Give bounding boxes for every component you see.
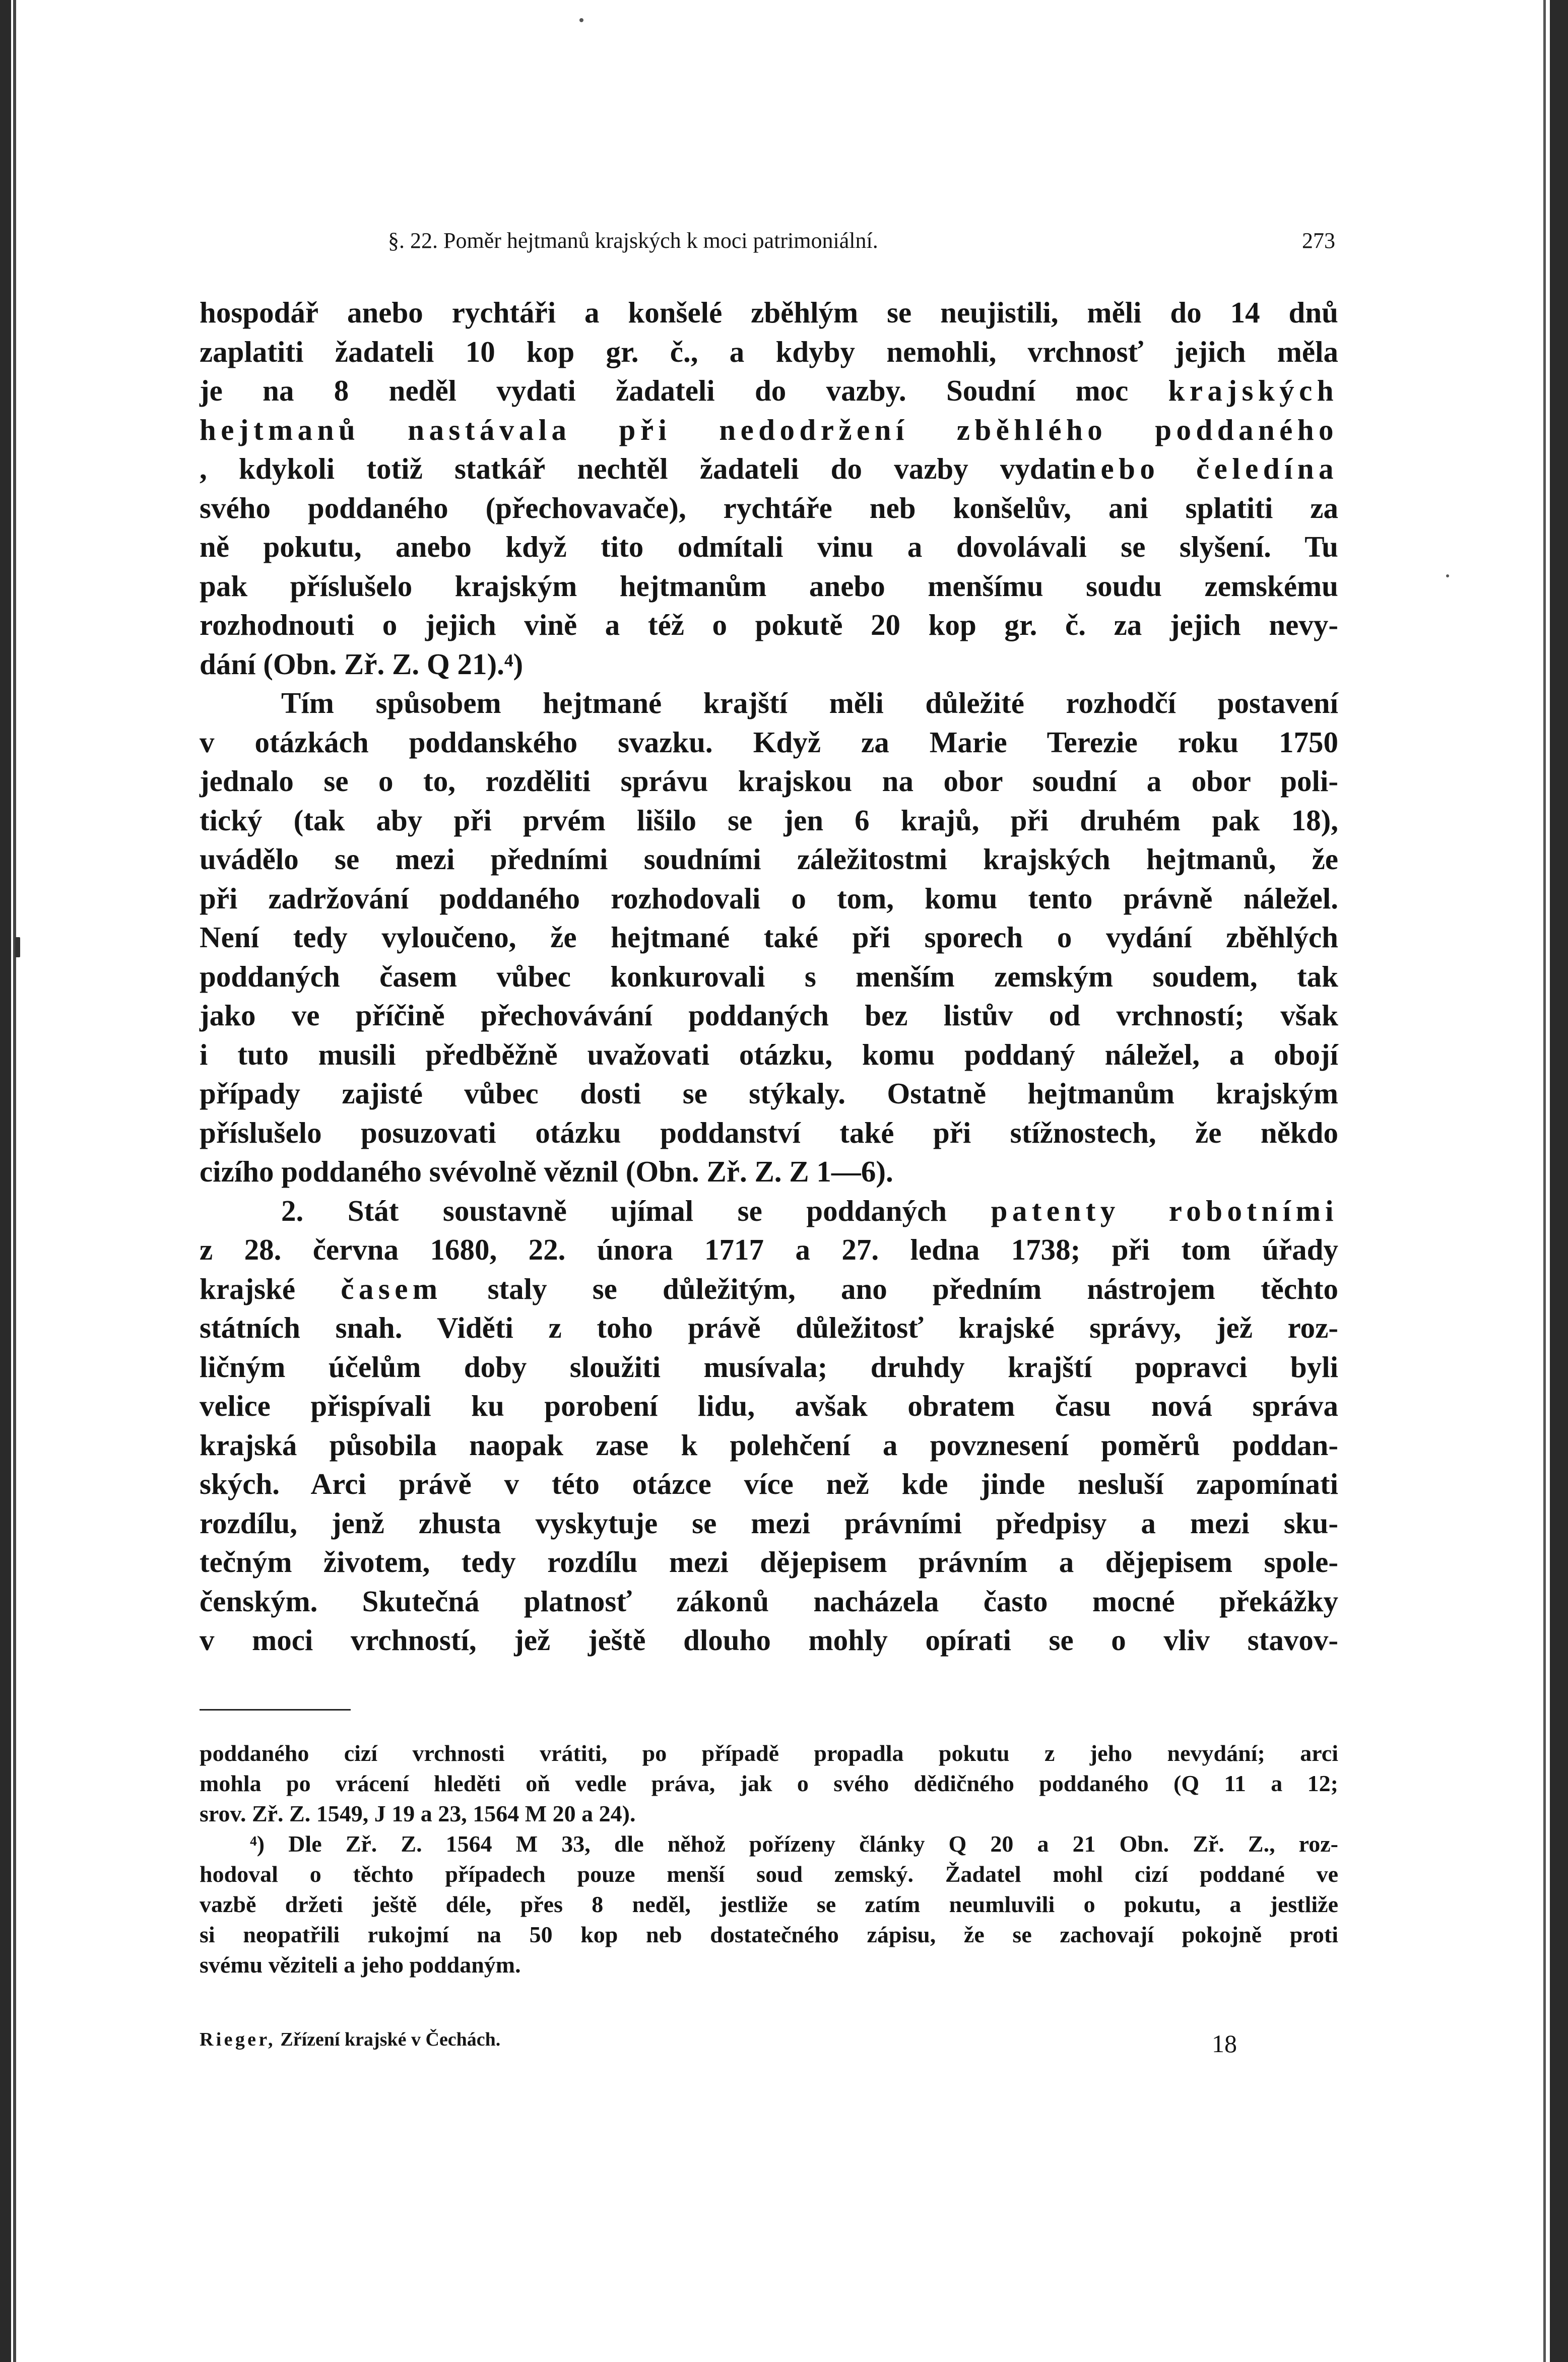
footnote-line bbox=[200, 1859, 1338, 1889]
spaced-emphasis: nebo čeledína bbox=[1079, 452, 1338, 485]
text-run: poddaného cizí vrchnosti vrátiti, po případě propadla pokutu z jeho nevydání; arci bbox=[200, 1740, 1338, 1766]
text-run: svému věziteli a jeho poddaným. bbox=[200, 1952, 521, 1978]
text-run: jako ve příčině přechovávání poddaných bez listův od vrchností; však bbox=[200, 999, 1338, 1032]
scan-edge-left bbox=[0, 0, 11, 2362]
text-run: příslušelo posuzovati otázku poddanství také při stížnostech, že někdo bbox=[200, 1116, 1338, 1149]
text-run: i tuto musili předběžně uvažovati otázku, komu poddaný náležel, a obojí bbox=[200, 1037, 1338, 1071]
text-run: je na 8 neděl vydati žadateli do vazby. Soudní moc bbox=[200, 374, 1168, 407]
scan-edge-right bbox=[1550, 0, 1568, 2362]
text-line bbox=[200, 489, 1338, 528]
text-run: svého poddaného (přechovavače), rychtáře neb konšelův, ani splatiti za bbox=[200, 491, 1338, 524]
footnote-line bbox=[200, 1889, 1338, 1920]
text-run: zaplatiti žadateli 10 kop gr. č., a kdyby nemohli, vrchnosť jejich měla bbox=[200, 335, 1338, 368]
footnote-line bbox=[200, 1950, 1338, 1980]
text-run: hodoval o těchto případech pouze menší soud zemský. Žadatel mohl cizí poddané ve bbox=[200, 1861, 1338, 1887]
footnote-rule bbox=[200, 1709, 351, 1711]
text-line bbox=[200, 1270, 1338, 1309]
text-run: jednalo se o to, rozděliti správu krajskou na obor soudní a obor poli- bbox=[200, 764, 1338, 798]
text-run: tický (tak aby při prvém lišilo se jen 6 krajů, při druhém pak 18), bbox=[200, 803, 1338, 837]
text-line bbox=[200, 567, 1338, 606]
text-line bbox=[200, 918, 1338, 957]
text-run: hospodář anebo rychtáři a konšelé zběhlým se neujistili, měli do 14 dnů bbox=[200, 296, 1338, 329]
footnote-line bbox=[200, 1829, 1338, 1859]
text-line bbox=[200, 411, 1338, 450]
text-line bbox=[200, 449, 1338, 489]
text-line bbox=[200, 293, 1338, 333]
text-run: , kdykoli totiž statkář nechtěl žadateli do vazby vydati bbox=[200, 452, 1080, 485]
scan-edge-right-inner bbox=[1543, 0, 1546, 2362]
text-run: si neopatřili rukojmí na 50 kop neb dostatečného zápisu, že se zachovají pokojně proti bbox=[200, 1922, 1338, 1947]
text-run: v otázkách poddanského svazku. Když za Marie Terezie roku 1750 bbox=[200, 725, 1338, 759]
text-line bbox=[200, 996, 1338, 1035]
spaced-emphasis: časem bbox=[341, 1272, 442, 1305]
running-header: §. 22. Poměr hejtmanů krajských k moci patrimoniální. bbox=[388, 228, 878, 253]
text-run: cizího poddaného svévolně věznil (Obn. Zř. Z. Z 1—6). bbox=[200, 1155, 893, 1188]
text-line bbox=[200, 1504, 1338, 1543]
text-line bbox=[200, 957, 1338, 997]
text-run: velice přispívali ku porobení lidu, avšak obratem času nová správa bbox=[200, 1389, 1338, 1422]
text-line bbox=[200, 1152, 1338, 1192]
text-run: tečným životem, tedy rozdílu mezi dějepisem právním a dějepisem spole- bbox=[200, 1545, 1338, 1579]
scan-speck bbox=[1446, 574, 1449, 577]
text-line bbox=[200, 723, 1338, 762]
spaced-emphasis: hejtmanů nastávala při nedodržení zběhlého poddaného bbox=[200, 413, 1338, 446]
text-run: srov. Zř. Z. 1549, J 19 a 23, 1564 M 20 a 24). bbox=[200, 1801, 636, 1826]
text-line bbox=[200, 1308, 1338, 1348]
text-run: Tím spůsobem hejtmané krajští měli důležité rozhodčí postavení bbox=[281, 686, 1338, 719]
text-line bbox=[200, 371, 1338, 411]
text-run: poddaných časem vůbec konkurovali s menším zemským soudem, tak bbox=[200, 959, 1338, 993]
text-line bbox=[200, 1192, 1338, 1231]
text-run: v moci vrchností, jež ještě dlouho mohly opírati se o vliv stavov- bbox=[200, 1623, 1338, 1657]
text-run: uvádělo se mezi předními soudními záležitostmi krajských hejtmanů, že bbox=[200, 842, 1338, 876]
text-line bbox=[200, 1387, 1338, 1426]
text-line bbox=[200, 1230, 1338, 1270]
scan-edge-left-inner bbox=[13, 0, 16, 2362]
text-line bbox=[200, 333, 1338, 372]
scan-speck bbox=[579, 18, 583, 22]
spaced-emphasis: patenty robotními bbox=[991, 1194, 1338, 1227]
text-line bbox=[200, 1426, 1338, 1465]
spaced-emphasis: krajských bbox=[1168, 374, 1338, 407]
text-line bbox=[200, 1074, 1338, 1113]
book-title: Zřízení krajské v Čechách. bbox=[280, 2029, 501, 2050]
text-run: pak příslušelo krajským hejtmanům anebo menšímu soudu zemskému bbox=[200, 569, 1338, 603]
text-run: staly se důležitým, ano předním nástrojem těchto bbox=[442, 1272, 1339, 1305]
text-run: ⁴) Dle Zř. Z. 1564 M 33, dle něhož pořízeny články Q 20 a 21 Obn. Zř. Z., roz- bbox=[250, 1831, 1338, 1857]
text-run: rozhodnouti o jejich vině a též o pokutě 20 kop gr. č. za jejich nevy- bbox=[200, 608, 1338, 641]
text-line bbox=[200, 528, 1338, 567]
text-line bbox=[200, 1035, 1338, 1075]
text-run: při zadržování poddaného rozhodovali o tom, komu tento právně náležel. bbox=[200, 881, 1338, 915]
text-line bbox=[200, 1113, 1338, 1153]
text-run: čenským. Skutečná platnosť zákonů nacházela často mocné překážky bbox=[200, 1584, 1338, 1618]
text-run: státních snah. Viděti z toho právě důležitosť krajské správy, jež roz- bbox=[200, 1311, 1338, 1344]
text-line bbox=[200, 1465, 1338, 1504]
text-run: ně pokutu, anebo když tito odmítali vinu a dovolávali se slyšení. Tu bbox=[200, 530, 1338, 563]
text-run: krajská působila naopak zase k polehčení a povznesení poměrů poddan- bbox=[200, 1428, 1338, 1462]
text-line bbox=[200, 1621, 1338, 1660]
text-line bbox=[200, 684, 1338, 723]
text-line bbox=[200, 606, 1338, 645]
text-run: dání (Obn. Zř. Z. Q 21).⁴) bbox=[200, 647, 524, 681]
text-run: vazbě držeti ještě déle, přes 8 neděl, jestliže se zatím neumluvili o pokutu, a jestliže bbox=[200, 1891, 1338, 1917]
text-run: z 28. června 1680, 22. února 1717 a 27. ledna 1738; při tom úřady bbox=[200, 1233, 1338, 1266]
author-name: Rieger, bbox=[200, 2029, 276, 2050]
text-run: ských. Arci právě v této otázce více než kde jinde nesluší zapomínati bbox=[200, 1467, 1338, 1500]
text-run: krajské bbox=[200, 1272, 341, 1305]
text-line bbox=[200, 801, 1338, 840]
footnote-line bbox=[200, 1920, 1338, 1950]
signature-mark: 18 bbox=[1212, 2029, 1237, 2058]
footnote-line bbox=[200, 1738, 1338, 1768]
text-line bbox=[200, 645, 1338, 684]
text-run: mohla po vrácení hleděti oň vedle práva, jak o svého dědičného poddaného (Q 11 a 12; bbox=[200, 1770, 1338, 1796]
text-run: ličným účelům doby sloužiti musívala; druhdy krajští popravci byli bbox=[200, 1350, 1338, 1384]
page-number: 273 bbox=[1302, 228, 1335, 253]
footnote-line bbox=[200, 1799, 1338, 1829]
text-line bbox=[200, 1582, 1338, 1621]
text-run: Není tedy vyloučeno, že hejtmané také při sporech o vydání zběhlých bbox=[200, 921, 1338, 954]
text-run: rozdílu, jenž zhusta vyskytuje se mezi právními předpisy a mezi sku- bbox=[200, 1506, 1338, 1540]
text-line bbox=[200, 1348, 1338, 1387]
footnote-line bbox=[200, 1768, 1338, 1799]
signature-line bbox=[200, 2025, 955, 2054]
scan-mark bbox=[15, 937, 20, 957]
text-line bbox=[200, 840, 1338, 879]
text-run: případy zajisté vůbec dosti se stýkaly. Ostatně hejtmanům krajským bbox=[200, 1077, 1338, 1110]
footnotes bbox=[200, 1738, 1338, 1980]
text-run: 2. Stát soustavně ujímal se poddaných bbox=[281, 1194, 991, 1227]
text-line bbox=[200, 1543, 1338, 1582]
text-line bbox=[200, 762, 1338, 801]
body-text bbox=[200, 293, 1338, 1660]
text-line bbox=[200, 879, 1338, 918]
